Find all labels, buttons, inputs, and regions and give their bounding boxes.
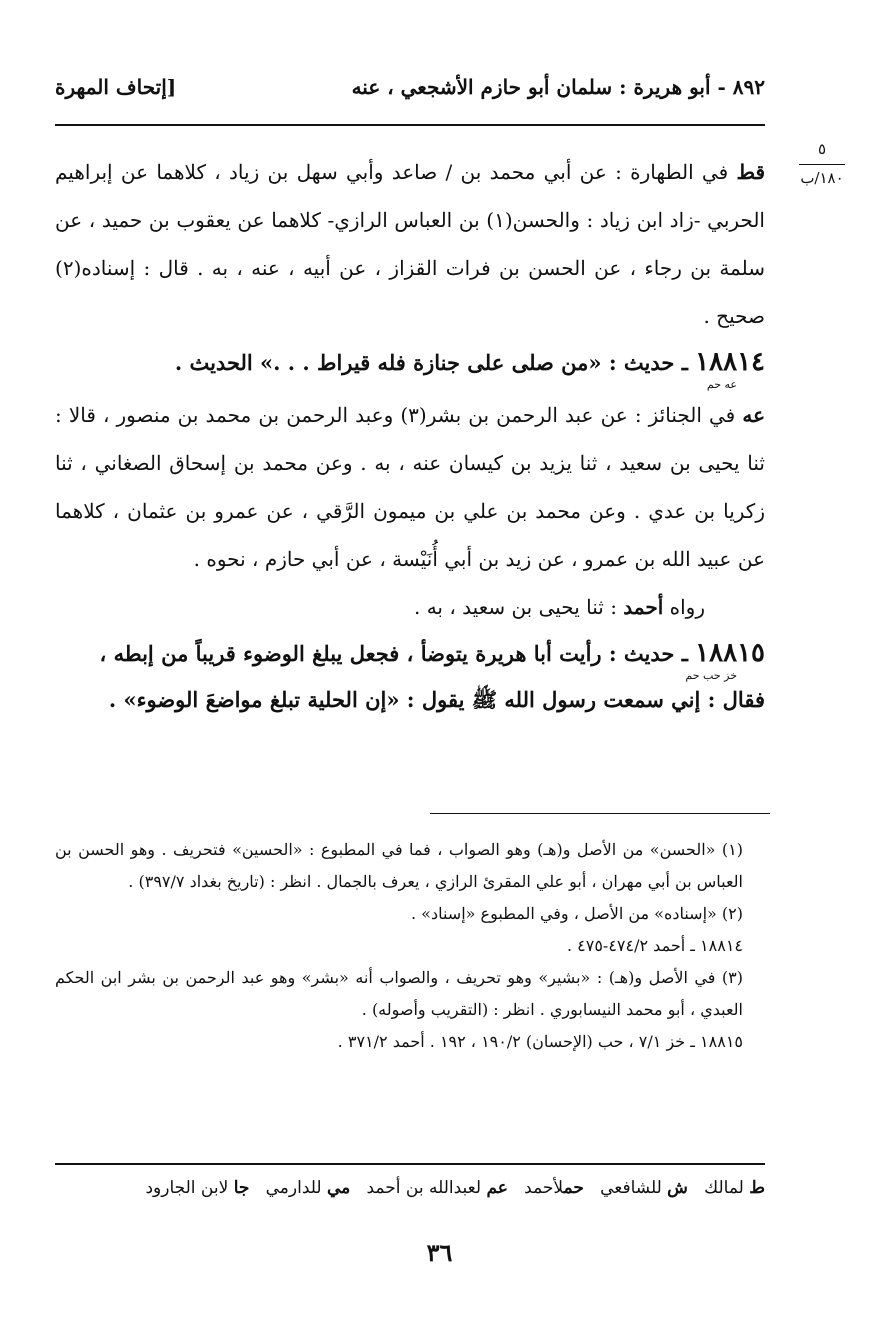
footnote-2: (٢) «إسناده» من الأصل ، وفي المطبوع «إسناد» .	[411, 904, 743, 923]
footnote-1: (١) «الحسن» من الأصل و(هـ) وهو الصواب ، فما في المطبوع : «الحسين» فتحريف . وهو الحسن بن العباس بن أبي مهران ، أبو علي المقرئ الرازي ، يعرف بالجمال . انظر : (تاريخ بغداد ٣٩٧/٧) .	[55, 840, 743, 891]
abbrev-name: للدارمي	[265, 1178, 322, 1198]
running-header	[55, 75, 765, 105]
footnote-ref-18814: ١٨٨١٤ ـ أحمد ٤٧٤/٢-٤٧٥ .	[566, 936, 743, 955]
main-text	[55, 148, 765, 718]
footnote-3: (٣) في الأصل و(هـ) : «بشير» وهو تحريف ، والصواب أنه «بشر» وهو عبد الرحمن بن بشر ابن الحكم العبدي ، أبو محمد النيسابوري . انظر : (التقريب وأصوله) .	[55, 968, 743, 1019]
paragraph-3	[55, 583, 765, 631]
abbreviations-rule	[55, 1163, 765, 1165]
paragraph-text: في الطهارة : عن أبي محمد بن / صاعد وأبي سهل بن زياد ، كلاهما عن إبراهيم الحربي -زاد ابن زياد : والحسن(١) بن العباس الرازي- كلاهما عن يعقوب بن حميد ، عن سلمة بن رجاء ، عن الحسن بن فرات القزاز ، عن أبيه ، عنه ، به . قال : إسناده(٢) صحيح .	[55, 160, 765, 328]
hadith-heading-18815	[55, 631, 765, 676]
paragraph-2	[55, 391, 765, 583]
paragraph-prefix: رواه	[663, 595, 705, 619]
hadith-text-continued: فقال : إني سمعت رسول الله ﷺ يقول : «إن الحلية تبلغ مواضعَ الوضوء» .	[108, 687, 765, 712]
footnote-rule	[430, 813, 770, 814]
paragraph-text: في الجنائز : عن عبد الرحمن بن بشر(٣) وعبد الرحمن بن محمد بن منصور ، قالا : ثنا يحيى بن سعيد ، ثنا يزيد بن كيسان عنه ، به . وعن محمد بن إسحاق الصغاني ، ثنا زكريا بن عدي . وعن محمد بن علي بن ميمون الرَّقي ، عن عمرو بن عثمان ، كلاهما عن عبيد الله بن عمرو ، عن زيد بن أبي أُنَيْسة ، عن أبي حازم ، نحوه .	[55, 403, 765, 571]
hadith-title: ـ حديث : «من صلى على جنازة فله قيراط . . .» الحديث .	[174, 350, 696, 375]
hadith-title: ـ حديث : رأيت أبا هريرة يتوضأ ، فجعل يبلغ الوضوء قريباً من إبطه ،	[99, 641, 696, 666]
abbrev-name: لعبدالله بن أحمد	[366, 1178, 482, 1198]
abbrev-name: للشافعي	[600, 1178, 662, 1198]
abbrev-code: حم	[563, 1178, 584, 1198]
hadith-number: ١٨٨١٤	[695, 347, 765, 377]
abbreviations-key	[55, 1178, 765, 1198]
header-book-name: [إتحاف المهرة	[55, 75, 177, 99]
narrator-name: أحمد	[623, 595, 664, 619]
margin-line-number: ٥	[817, 140, 827, 158]
source-siglum: عه	[742, 403, 765, 427]
paragraph-1	[55, 148, 765, 340]
abbrev-code: ش	[667, 1178, 688, 1198]
abbrev-name: لابن الجارود	[145, 1178, 229, 1198]
margin-folio: ١٨٠/ب	[800, 169, 844, 187]
page-number: ٣٦	[426, 1238, 453, 1267]
abbrev-code: ط	[749, 1178, 765, 1198]
hadith-number: ١٨٨١٥	[695, 638, 765, 668]
abbrev-code: مي	[327, 1178, 351, 1198]
source-siglum: قط	[736, 160, 765, 184]
header-rule	[55, 124, 765, 126]
hadith-sigla: خز حب حم	[685, 669, 737, 682]
abbrev-name: لمالك	[704, 1178, 744, 1198]
abbrev-code: عم	[486, 1178, 508, 1198]
abbrev-code: جا	[233, 1178, 250, 1198]
footnotes	[55, 834, 765, 1058]
header-title: ٨٩٢ - أبو هريرة : سلمان أبو حازم الأشجعي ، عنه	[351, 75, 765, 99]
abbrev-name: لأحمد	[524, 1178, 564, 1198]
hadith-heading-18814	[55, 340, 765, 385]
margin-reference	[787, 140, 857, 187]
paragraph-text: : ثنا يحيى بن سعيد ، به .	[413, 595, 624, 619]
hadith-sigla: عه حم	[706, 378, 737, 391]
margin-divider	[799, 164, 845, 165]
footnote-ref-18815: ١٨٨١٥ ـ خز ٧/١ ، حب (الإحسان) ١٩٠/٢ ، ١٩٢ . أحمد ٣٧١/٢ .	[337, 1032, 743, 1051]
